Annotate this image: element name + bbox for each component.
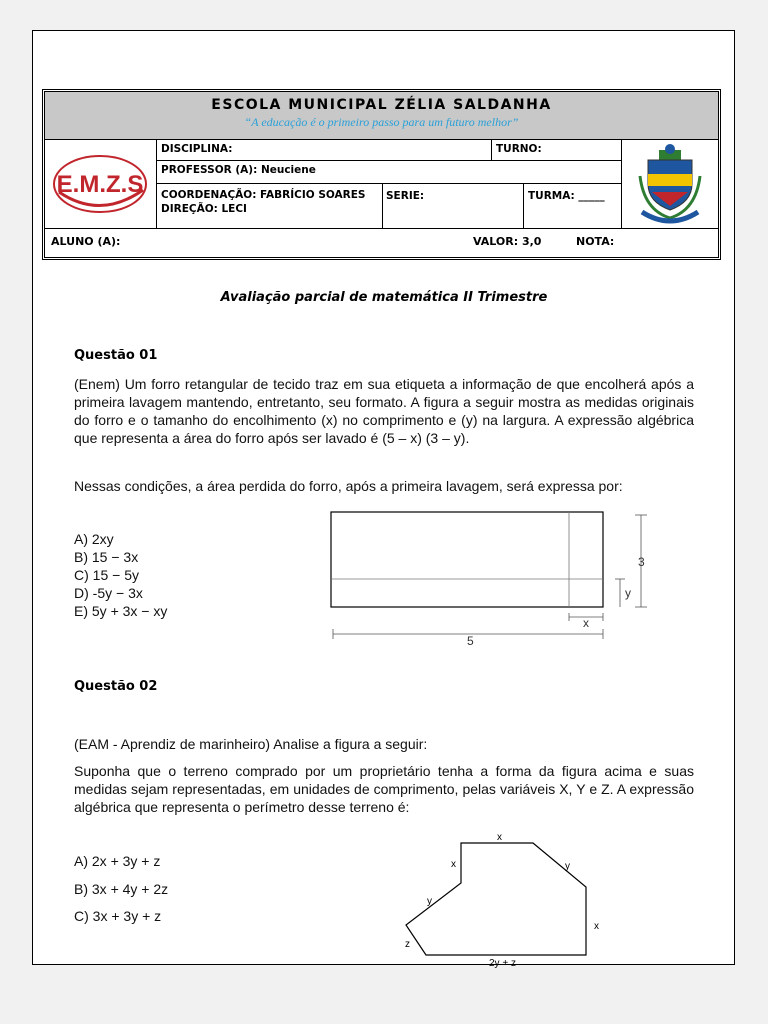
valor-label: VALOR: 3,0 — [473, 235, 542, 248]
question-2-figure — [395, 825, 615, 970]
nota-label: NOTA: — [576, 235, 615, 248]
header-table — [42, 89, 721, 260]
question-2-intro: (EAM - Aprendiz de marinheiro) Analise a figura a seguir: — [74, 736, 428, 752]
aluno-label: ALUNO (A): — [51, 235, 121, 248]
question-1-prompt: Nessas condições, a área perdida do forro, após a primeira lavagem, será expressa por: — [74, 478, 623, 494]
option-e: E) 5y + 3x − xy — [74, 603, 168, 619]
question-1-options — [74, 531, 167, 621]
professor-cell: PROFESSOR (A): Neuciene — [157, 161, 622, 184]
bottom-side-label: 2y + z — [489, 958, 516, 969]
school-logo — [45, 140, 157, 228]
turno-cell: TURNO: — [492, 140, 622, 161]
option-c: C) 15 − 5y — [74, 567, 139, 583]
coordenacao-cell — [157, 184, 383, 228]
bottom-left-label: z — [405, 939, 410, 950]
left-upper-label: x — [451, 859, 456, 870]
question-2-heading: Questão 02 — [74, 679, 158, 694]
crest-icon — [622, 140, 718, 228]
option-c: C) 3x + 3y + z — [74, 908, 162, 924]
emzs-logo-icon — [45, 140, 156, 228]
left-diag-label: y — [427, 896, 432, 907]
x-label: x — [583, 616, 589, 630]
logo-text: E.M.Z.S — [56, 171, 144, 198]
exam-title: Avaliação parcial de matemática II Trimestre — [220, 290, 548, 305]
city-crest — [621, 140, 718, 228]
question-1-figure — [310, 505, 670, 655]
question-1-heading: Questão 01 — [74, 348, 158, 363]
terrain-polygon — [406, 843, 586, 955]
fabric-rectangle — [331, 512, 603, 607]
right-side-label: x — [594, 921, 599, 932]
top-side-label: x — [497, 832, 502, 843]
header-info-grid — [45, 140, 718, 229]
coordenacao-label: COORDENAÇÃO: FABRÍCIO SOARES — [161, 189, 366, 201]
option-b: B) 15 − 3x — [74, 549, 139, 565]
header-banner — [45, 92, 718, 140]
turma-cell: TURMA: _____ — [528, 190, 605, 202]
serie-cell: SERIE: — [382, 184, 524, 228]
question-2-text: Suponha que o terreno comprado por um proprietário tenha a forma da figura acima e suas medidas sejam representadas, em unidades de comprimento, pelas variáveis X, Y e Z. A expressão algébrica que representa o perímetro desse terreno é: — [74, 763, 694, 815]
option-d: D) -5y − 3x — [74, 585, 143, 601]
question-1-text: (Enem) Um forro retangular de tecido traz em sua etiqueta a informação de que encolherá após a primeira lavagem mantendo, entretanto, seu formato. A figura a seguir mostra as medidas originais do forro e o tamanho do encolhimento (x) no comprimento e (y) na largura. A expressão algébrica que representa a área do forro após ser lavado é (5 – x) (3 – y). — [74, 376, 694, 446]
option-b: B) 3x + 4y + 2z — [74, 880, 169, 897]
right-diag-label: y — [565, 861, 570, 872]
school-motto: “A educação é o primeiro passo para um futuro melhor” — [244, 115, 519, 129]
width-label: 5 — [467, 634, 474, 648]
school-name: ESCOLA MUNICIPAL ZÉLIA SALDANHA — [211, 97, 552, 113]
student-row — [45, 229, 718, 257]
option-a: A) 2xy — [74, 531, 114, 547]
option-a: A) 2x + 3y + z — [74, 853, 161, 869]
question-2-options — [74, 853, 168, 936]
y-label: y — [625, 586, 631, 600]
height-label: 3 — [638, 555, 645, 569]
disciplina-cell: DISCIPLINA: — [157, 140, 492, 161]
direcao-label: DIREÇÃO: LECI — [161, 203, 247, 215]
